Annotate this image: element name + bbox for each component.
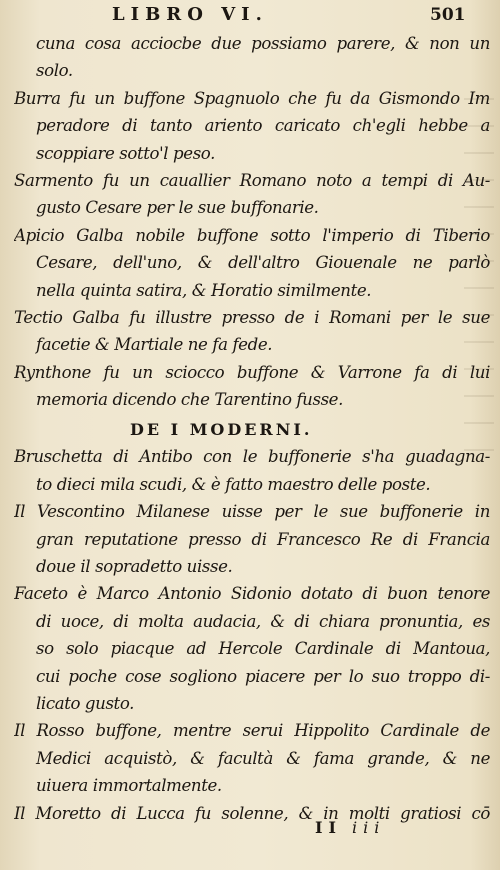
text-line: uiuera immortalmente. [36,776,222,796]
text-line: cui poche cose sogliono piacere per lo suo troppo di- [36,666,490,686]
text-line: Il Rosso buffone, mentre serui Hippolito Cardinale de [14,721,490,741]
text-line: memoria dicendo che Tarentino fusse. [36,390,343,410]
body-text [14,30,490,827]
signature-mark [315,818,385,837]
text-line: gran reputatione presso di Francesco Re di Francia [36,529,490,549]
text-line: gusto Cesare per le sue buffonarie. [36,198,319,218]
text-line: Il Vescontino Milanese uisse per le sue buffonerie in [14,502,490,522]
text-line: di uoce, di molta audacia, & di chiara pronuntia, es [36,611,490,631]
text-line: Rynthone fu un sciocco buffone & Varrone fa di lui [14,362,490,382]
page-number: 501 [430,5,466,25]
page-header [0,4,500,30]
signature-mark-b: iii [351,818,386,837]
text-line: cuna cosa acciocbe due possiamo parere, & non un [36,34,490,53]
text-line: Bruschetta di Antibo con le buffonerie s'ha guadagna- [14,447,490,467]
text-line: licato gusto. [36,693,135,713]
text-line: doue il sopradetto uisse. [36,557,233,577]
text-line: Apicio Galba nobile buffone sotto l'imperio di Tiberio [14,225,490,245]
text-line: Sarmento fu un cauallier Romano noto a tempi di Au- [14,170,490,190]
text-line: Burra fu un buffone Spagnuolo che fu da Gismondo Im [14,88,490,108]
text-line: Cesare, dell'uno, & dell'altro Giouenale ne parlò [36,253,490,273]
text-line: solo. [36,61,73,81]
text-line: to dieci mila scudi, & è fatto maestro delle poste. [36,474,431,494]
text-line: facetie & Martiale ne fa fede. [36,335,273,355]
text-line: Faceto è Marco Antonio Sidonio dotato di buon tenore [14,584,490,604]
signature-mark-a: II [315,818,342,837]
text-line: nella quinta satira, & Horatio similmente. [36,280,372,300]
text-line: Tectio Galba fu illustre presso de i Romani per le sue [14,307,490,327]
text-line: Il Moretto di Lucca fu solenne, & in molti gratiosi cō [14,803,490,823]
text-line: Medici acquistò, & facultà & fama grande, & ne [36,748,490,768]
text-line: peradore di tanto ariento caricato ch'egli hebbe a [36,116,490,136]
section-heading: DE I MODERNI. [130,420,313,440]
text-line: so solo piacque ad Hercole Cardinale di Mantoua, [36,639,490,659]
running-head: LIBRO VI. [112,4,268,25]
text-line: scoppiare sotto'l peso. [36,143,215,163]
